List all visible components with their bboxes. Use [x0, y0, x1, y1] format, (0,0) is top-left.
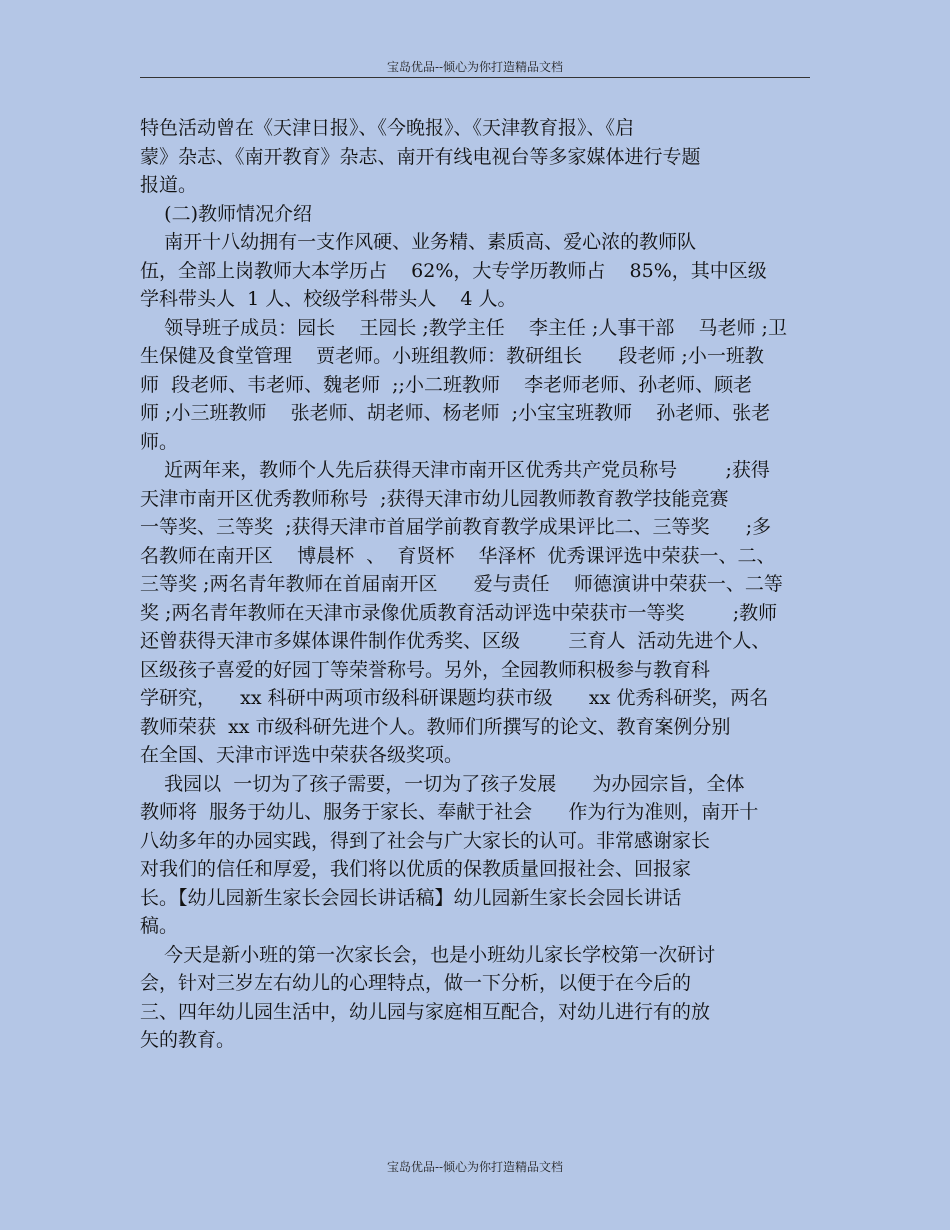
text-line: 对我们的信任和厚爱，我们将以优质的保教质量回报社会、回报家: [140, 858, 692, 880]
text-line: 一等奖、三等奖 ;获得天津市首届学前教育教学成果评比二、三等奖 ;多: [140, 516, 772, 538]
text-line: 在全国、天津市评选中荣获各级奖项。: [140, 744, 464, 766]
text-line: 名教师在南开区 博晨杯 、 育贤杯 华泽杯 优秀课评选中荣获一、二、: [140, 544, 776, 567]
text-line: 领导班子成员：园长 王园长 ;教学主任 李主任 ;人事干部 马老师 ;卫: [140, 316, 787, 339]
text-line: 会，针对三岁左右幼儿的心理特点，做一下分析，以便于在今后的: [140, 972, 692, 994]
text-line: 区级孩子喜爱的好园丁等荣誉称号。另外，全园教师积极参与教育科: [140, 658, 711, 681]
text-line: 稿。: [140, 915, 179, 937]
text-line: 教师将 服务于幼儿、服务于家长、奉献于社会 作为行为准则，南开十: [140, 801, 759, 823]
text-line: 长。【幼儿园新生家长会园长讲话稿】幼儿园新生家长会园长讲话: [140, 886, 682, 909]
text-line: 还曾获得天津市多媒体课件制作优秀奖、区级 三育人 活动先进个人、: [140, 630, 771, 652]
page-footer: 宝岛优品--倾心为你打造精品文档: [386, 1160, 564, 1174]
text-line: 三等奖 ;两名青年教师在首届南开区 爱与责任 师德演讲中荣获一、二等: [140, 573, 783, 595]
text-line: 南开十八幼拥有一支作风硬、业务精、素质高、爱心浓的教师队: [140, 231, 697, 253]
text-line: 特色活动曾在《天津日报》、《今晚报》、《天津教育报》、《启: [140, 117, 635, 139]
text-line: 我园以 一切为了孩子需要，一切为了孩子发展 为办园宗旨，全体: [140, 772, 745, 795]
text-line: 师 段老师、韦老师、魏老师 ;;小二班教师 李老师老师、孙老师、顾老: [140, 373, 753, 396]
text-line: 生保健及食堂管理 贾老师。小班组教师：教研组长 段老师 ;小一班教: [140, 345, 764, 367]
text-line: 教师荣获 xx 市级科研先进个人。教师们所撰写的论文、教育案例分别: [140, 715, 731, 738]
text-line: 学科带头人 1 人、校级学科带头人 4 人。: [140, 288, 517, 310]
text-line: 矢的教育。: [140, 1029, 236, 1051]
text-line: 奖 ;两名青年教师在天津市录像优质教育活动评选中荣获市一等奖 ;教师: [140, 601, 778, 624]
header-divider: [140, 77, 810, 78]
text-line: 报道。: [140, 174, 198, 196]
text-line: 学研究， xx 科研中两项市级科研课题均获市级 xx 优秀科研奖，两名: [140, 687, 769, 709]
text-line: 师 ;小三班教师 张老师、胡老师、杨老师 ;小宝宝班教师 孙老师、张老: [140, 402, 771, 424]
text-line: 八幼多年的办园实践，得到了社会与广大家长的认可。非常感谢家长: [140, 829, 711, 852]
text-line: 今天是新小班的第一次家长会，也是小班幼儿家长学校第一次研讨: [140, 943, 716, 966]
document-body: [140, 114, 810, 1055]
text-line: 伍，全部上岗教师大本学历占 62%，大专学历教师占 85%，其中区级: [140, 259, 767, 282]
text-line: 天津市南开区优秀教师称号 ;获得天津市幼儿园教师教育教学技能竞赛: [140, 487, 729, 510]
page-header: 宝岛优品--倾心为你打造精品文档: [386, 60, 564, 74]
text-line: 师。: [140, 430, 179, 453]
section-heading: (二)教师情况介绍: [140, 202, 312, 225]
text-line: 近两年来，教师个人先后获得天津市南开区优秀共产党员称号 ;获得: [140, 459, 770, 481]
text-line: 蒙》杂志、《南开教育》杂志、南开有线电视台等多家媒体进行专题: [140, 145, 701, 168]
text-line: 三、四年幼儿园生活中，幼儿园与家庭相互配合，对幼儿进行有的放: [140, 1000, 711, 1023]
